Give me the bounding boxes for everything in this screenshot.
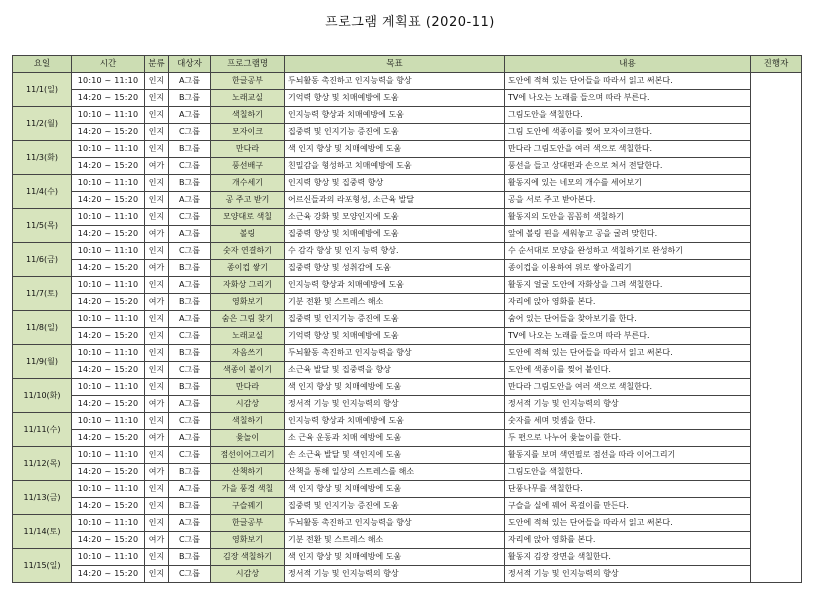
content-cell: 만다라 그림도안을 여러 색으로 색칠한다. (505, 379, 751, 396)
time-cell: 14:20 ~ 15:20 (72, 396, 145, 413)
header-cell-goal: 목표 (285, 56, 505, 73)
category-cell: 여가 (145, 294, 169, 311)
day-cell: 11/3(화) (13, 141, 72, 175)
content-cell: 활동지 김장 장면을 색칠한다. (505, 549, 751, 566)
category-cell: 인지 (145, 277, 169, 294)
program-cell: 영화보기 (211, 294, 285, 311)
program-cell: 색종이 붙이기 (211, 362, 285, 379)
group-cell: B그룹 (169, 549, 211, 566)
program-cell: 노래교실 (211, 328, 285, 345)
category-cell: 인지 (145, 549, 169, 566)
category-cell: 여가 (145, 226, 169, 243)
content-cell: 숫자를 세며 멋셈을 한다. (505, 413, 751, 430)
content-cell: 활동지를 보며 색연필로 점선을 따라 이어그리기 (505, 447, 751, 464)
table-row (13, 175, 802, 192)
category-cell: 인지 (145, 498, 169, 515)
table-row (13, 515, 802, 532)
table-row (13, 566, 802, 583)
goal-cell: 기억력 향상 및 치매예방에 도움 (285, 328, 505, 345)
program-cell: 모양대로 색칠 (211, 209, 285, 226)
header-cell-content: 내용 (505, 56, 751, 73)
content-cell: 도안에 적혀 있는 단어들을 따라서 읽고 써본다. (505, 73, 751, 90)
table-row (13, 277, 802, 294)
content-cell: 숨어 있는 단어들을 찾아보기를 한다. (505, 311, 751, 328)
category-cell: 인지 (145, 209, 169, 226)
group-cell: A그룹 (169, 226, 211, 243)
group-cell: C그룹 (169, 532, 211, 549)
category-cell: 인지 (145, 192, 169, 209)
day-cell: 11/1(일) (13, 73, 72, 107)
schedule-body (13, 73, 802, 583)
time-cell: 10:10 ~ 11:10 (72, 515, 145, 532)
content-cell: 풍선을 들고 상대편과 손으로 쳐서 전달한다. (505, 158, 751, 175)
table-row (13, 192, 802, 209)
goal-cell: 집중력 및 인지기능 증진에 도움 (285, 311, 505, 328)
group-cell: C그룹 (169, 209, 211, 226)
table-row (13, 345, 802, 362)
program-cell: 영화보기 (211, 532, 285, 549)
document-title: 프로그램 계획표 (2020-11) (325, 15, 495, 30)
goal-cell: 어르신들과의 라포형성, 소근육 발달 (285, 192, 505, 209)
table-row (13, 226, 802, 243)
time-cell: 10:10 ~ 11:10 (72, 311, 145, 328)
day-cell: 11/13(금) (13, 481, 72, 515)
time-cell: 10:10 ~ 11:10 (72, 379, 145, 396)
group-cell: B그룹 (169, 464, 211, 481)
time-cell: 10:10 ~ 11:10 (72, 413, 145, 430)
time-cell: 14:20 ~ 15:20 (72, 226, 145, 243)
goal-cell: 소근육 발달 및 집중력을 향상 (285, 362, 505, 379)
day-cell: 11/12(목) (13, 447, 72, 481)
category-cell: 인지 (145, 311, 169, 328)
content-cell: 그림도안을 색칠한다. (505, 107, 751, 124)
program-cell: 시감상 (211, 566, 285, 583)
goal-cell: 색 인지 향상 및 치매예방에 도움 (285, 481, 505, 498)
group-cell: A그룹 (169, 396, 211, 413)
goal-cell: 정서적 기능 및 인지능력의 향상 (285, 396, 505, 413)
group-cell: B그룹 (169, 260, 211, 277)
program-cell: 가을 풍경 색칠 (211, 481, 285, 498)
header-row (13, 56, 802, 73)
group-cell: B그룹 (169, 141, 211, 158)
table-row (13, 124, 802, 141)
content-cell: 도안에 색종이를 찢어 붙인다. (505, 362, 751, 379)
header-cell-day: 요일 (13, 56, 72, 73)
time-cell: 10:10 ~ 11:10 (72, 209, 145, 226)
group-cell: C그룹 (169, 413, 211, 430)
content-cell: TV에 나오는 노래를 들으며 따라 부른다. (505, 90, 751, 107)
category-cell: 인지 (145, 413, 169, 430)
group-cell: B그룹 (169, 379, 211, 396)
time-cell: 14:20 ~ 15:20 (72, 532, 145, 549)
content-cell: 정서적 기능 및 인지능력의 향상 (505, 566, 751, 583)
day-cell: 11/14(토) (13, 515, 72, 549)
goal-cell: 소 근육 운동과 치매 예방에 도움 (285, 430, 505, 447)
goal-cell: 산책을 통해 일상의 스트레스를 해소 (285, 464, 505, 481)
content-cell: 공을 서로 주고 받아본다. (505, 192, 751, 209)
goal-cell: 친밀감을 형성하고 치매예방에 도움 (285, 158, 505, 175)
goal-cell: 인지능력 향상과 치매예방에 도움 (285, 277, 505, 294)
category-cell: 인지 (145, 73, 169, 90)
category-cell: 인지 (145, 107, 169, 124)
table-row (13, 260, 802, 277)
time-cell: 14:20 ~ 15:20 (72, 90, 145, 107)
table-row (13, 430, 802, 447)
content-cell: 구슬을 실에 꿰어 목걸이를 만든다. (505, 498, 751, 515)
goal-cell: 색 인지 향상 및 치매예방에 도움 (285, 549, 505, 566)
day-cell: 11/7(토) (13, 277, 72, 311)
goal-cell: 집중력 향상 및 성취감에 도움 (285, 260, 505, 277)
table-row (13, 141, 802, 158)
table-row (13, 498, 802, 515)
group-cell: B그룹 (169, 90, 211, 107)
time-cell: 10:10 ~ 11:10 (72, 277, 145, 294)
content-cell: 단풍나무를 색칠한다. (505, 481, 751, 498)
time-cell: 10:10 ~ 11:10 (72, 243, 145, 260)
content-cell: 앞에 볼링 핀을 세워놓고 공을 굴려 맞힌다. (505, 226, 751, 243)
header-cell-program: 프로그램명 (211, 56, 285, 73)
category-cell: 인지 (145, 447, 169, 464)
content-cell: 자리에 앉아 영화를 본다. (505, 532, 751, 549)
program-cell: 산책하기 (211, 464, 285, 481)
content-cell: TV에 나오는 노래를 들으며 따라 부른다. (505, 328, 751, 345)
content-cell: 활동지에 있는 네모의 개수를 세어보기 (505, 175, 751, 192)
time-cell: 14:20 ~ 15:20 (72, 158, 145, 175)
header-cell-staff: 진행자 (751, 56, 802, 73)
table-row (13, 311, 802, 328)
time-cell: 10:10 ~ 11:10 (72, 73, 145, 90)
content-cell: 그림도안을 색칠한다. (505, 464, 751, 481)
time-cell: 14:20 ~ 15:20 (72, 566, 145, 583)
time-cell: 10:10 ~ 11:10 (72, 141, 145, 158)
program-cell: 한글공부 (211, 73, 285, 90)
goal-cell: 두뇌활동 촉진하고 인지능력을 향상 (285, 345, 505, 362)
goal-cell: 수 감각 향상 및 인지 능력 향상. (285, 243, 505, 260)
content-cell: 도안에 적혀 있는 단어들을 따라서 읽고 써본다. (505, 515, 751, 532)
program-cell: 숨은 그림 찾기 (211, 311, 285, 328)
category-cell: 인지 (145, 90, 169, 107)
program-cell: 종이컵 쌓기 (211, 260, 285, 277)
category-cell: 인지 (145, 243, 169, 260)
group-cell: A그룹 (169, 481, 211, 498)
day-cell: 11/15(일) (13, 549, 72, 583)
goal-cell: 기분 전환 및 스트레스 해소 (285, 294, 505, 311)
time-cell: 14:20 ~ 15:20 (72, 464, 145, 481)
content-cell: 그림 도안에 색종이를 찢어 모자이크한다. (505, 124, 751, 141)
goal-cell: 인지력 향상 및 집중력 향상 (285, 175, 505, 192)
program-cell: 점선이어그리기 (211, 447, 285, 464)
table-row (13, 158, 802, 175)
time-cell: 14:20 ~ 15:20 (72, 430, 145, 447)
goal-cell: 집중력 및 인지기능 증진에 도움 (285, 498, 505, 515)
category-cell: 인지 (145, 124, 169, 141)
day-cell: 11/10(화) (13, 379, 72, 413)
goal-cell: 집중력 및 인지기능 증진에 도움 (285, 124, 505, 141)
program-cell: 색칠하기 (211, 107, 285, 124)
time-cell: 14:20 ~ 15:20 (72, 362, 145, 379)
table-row (13, 107, 802, 124)
day-cell: 11/5(목) (13, 209, 72, 243)
table-row (13, 464, 802, 481)
content-cell: 자리에 앉아 영화를 본다. (505, 294, 751, 311)
category-cell: 인지 (145, 379, 169, 396)
category-cell: 여가 (145, 158, 169, 175)
program-cell: 개수세기 (211, 175, 285, 192)
header-cell-group: 대상자 (169, 56, 211, 73)
program-cell: 풍선배구 (211, 158, 285, 175)
table-row (13, 532, 802, 549)
day-cell: 11/6(금) (13, 243, 72, 277)
group-cell: B그룹 (169, 345, 211, 362)
program-cell: 자음쓰기 (211, 345, 285, 362)
time-cell: 14:20 ~ 15:20 (72, 260, 145, 277)
category-cell: 인지 (145, 481, 169, 498)
time-cell: 14:20 ~ 15:20 (72, 192, 145, 209)
program-cell: 만다라 (211, 379, 285, 396)
content-cell: 도안에 적혀 있는 단어들을 따라서 읽고 써본다. (505, 345, 751, 362)
time-cell: 10:10 ~ 11:10 (72, 345, 145, 362)
content-cell: 활동지 얼굴 도안에 자화상을 그려 색칠한다. (505, 277, 751, 294)
table-row (13, 362, 802, 379)
time-cell: 10:10 ~ 11:10 (72, 549, 145, 566)
table-row (13, 396, 802, 413)
program-cell: 한글공부 (211, 515, 285, 532)
category-cell: 인지 (145, 345, 169, 362)
table-row (13, 447, 802, 464)
content-cell: 종이컵을 이용하여 위로 쌓아올리기 (505, 260, 751, 277)
group-cell: A그룹 (169, 73, 211, 90)
goal-cell: 소근육 강화 및 모양인지에 도움 (285, 209, 505, 226)
table-row (13, 379, 802, 396)
group-cell: C그룹 (169, 362, 211, 379)
goal-cell: 인지능력 향상과 치매예방에 도움 (285, 107, 505, 124)
time-cell: 10:10 ~ 11:10 (72, 175, 145, 192)
goal-cell: 정서적 기능 및 인지능력의 향상 (285, 566, 505, 583)
category-cell: 여가 (145, 532, 169, 549)
program-cell: 공 주고 받기 (211, 192, 285, 209)
goal-cell: 인지능력 향상과 치매예방에 도움 (285, 413, 505, 430)
group-cell: C그룹 (169, 124, 211, 141)
group-cell: B그룹 (169, 498, 211, 515)
time-cell: 10:10 ~ 11:10 (72, 481, 145, 498)
schedule-table (12, 55, 802, 583)
category-cell: 여가 (145, 430, 169, 447)
group-cell: A그룹 (169, 107, 211, 124)
content-cell: 활동지의 도안을 꼼꼼히 색칠하기 (505, 209, 751, 226)
group-cell: A그룹 (169, 311, 211, 328)
program-cell: 볼링 (211, 226, 285, 243)
group-cell: A그룹 (169, 277, 211, 294)
category-cell: 인지 (145, 515, 169, 532)
group-cell: C그룹 (169, 243, 211, 260)
table-row (13, 549, 802, 566)
goal-cell: 집중력 향상 및 치매예방에 도움 (285, 226, 505, 243)
time-cell: 10:10 ~ 11:10 (72, 107, 145, 124)
staff-cell (751, 73, 802, 583)
day-cell: 11/11(수) (13, 413, 72, 447)
content-cell: 두 편으로 나누어 윷놀이를 한다. (505, 430, 751, 447)
day-cell: 11/4(수) (13, 175, 72, 209)
group-cell: C그룹 (169, 328, 211, 345)
day-cell: 11/2(월) (13, 107, 72, 141)
program-cell: 김장 색칠하기 (211, 549, 285, 566)
header-cell-time: 시간 (72, 56, 145, 73)
group-cell: C그룹 (169, 566, 211, 583)
goal-cell: 손 소근육 발달 및 색인지에 도움 (285, 447, 505, 464)
table-row (13, 243, 802, 260)
program-cell: 구슬꿰기 (211, 498, 285, 515)
day-cell: 11/9(월) (13, 345, 72, 379)
time-cell: 14:20 ~ 15:20 (72, 498, 145, 515)
goal-cell: 두뇌활동 촉진하고 인지능력을 향상 (285, 515, 505, 532)
group-cell: B그룹 (169, 175, 211, 192)
table-row (13, 90, 802, 107)
group-cell: C그룹 (169, 158, 211, 175)
content-cell: 수 순서대로 모양을 완성하고 색칠하기로 완성하기 (505, 243, 751, 260)
table-row (13, 481, 802, 498)
category-cell: 인지 (145, 141, 169, 158)
category-cell: 인지 (145, 362, 169, 379)
goal-cell: 기분 전환 및 스트레스 해소 (285, 532, 505, 549)
group-cell: B그룹 (169, 294, 211, 311)
time-cell: 14:20 ~ 15:20 (72, 124, 145, 141)
group-cell: A그룹 (169, 192, 211, 209)
category-cell: 인지 (145, 175, 169, 192)
table-row (13, 73, 802, 90)
program-cell: 자화상 그리기 (211, 277, 285, 294)
category-cell: 여가 (145, 260, 169, 277)
day-cell: 11/8(일) (13, 311, 72, 345)
time-cell: 10:10 ~ 11:10 (72, 447, 145, 464)
group-cell: C그룹 (169, 447, 211, 464)
table-row (13, 209, 802, 226)
program-cell: 시감상 (211, 396, 285, 413)
program-cell: 모자이크 (211, 124, 285, 141)
goal-cell: 색 인지 향상 및 치매예방에 도움 (285, 379, 505, 396)
goal-cell: 두뇌활동 촉진하고 인지능력을 향상 (285, 73, 505, 90)
group-cell: A그룹 (169, 430, 211, 447)
group-cell: A그룹 (169, 515, 211, 532)
program-cell: 색칠하기 (211, 413, 285, 430)
goal-cell: 색 인지 향상 및 치매예방에 도움 (285, 141, 505, 158)
category-cell: 여가 (145, 396, 169, 413)
table-row (13, 413, 802, 430)
program-cell: 만다라 (211, 141, 285, 158)
program-cell: 숫자 연결하기 (211, 243, 285, 260)
table-row (13, 294, 802, 311)
header-cell-category: 분류 (145, 56, 169, 73)
category-cell: 여가 (145, 464, 169, 481)
category-cell: 인지 (145, 566, 169, 583)
program-cell: 윷놀이 (211, 430, 285, 447)
content-cell: 만다라 그림도안을 여러 색으로 색칠한다. (505, 141, 751, 158)
time-cell: 14:20 ~ 15:20 (72, 294, 145, 311)
program-cell: 노래교실 (211, 90, 285, 107)
table-row (13, 328, 802, 345)
category-cell: 인지 (145, 328, 169, 345)
time-cell: 14:20 ~ 15:20 (72, 328, 145, 345)
goal-cell: 기억력 향상 및 치매예방에 도움 (285, 90, 505, 107)
content-cell: 정서적 기능 및 인지능력의 향상 (505, 396, 751, 413)
